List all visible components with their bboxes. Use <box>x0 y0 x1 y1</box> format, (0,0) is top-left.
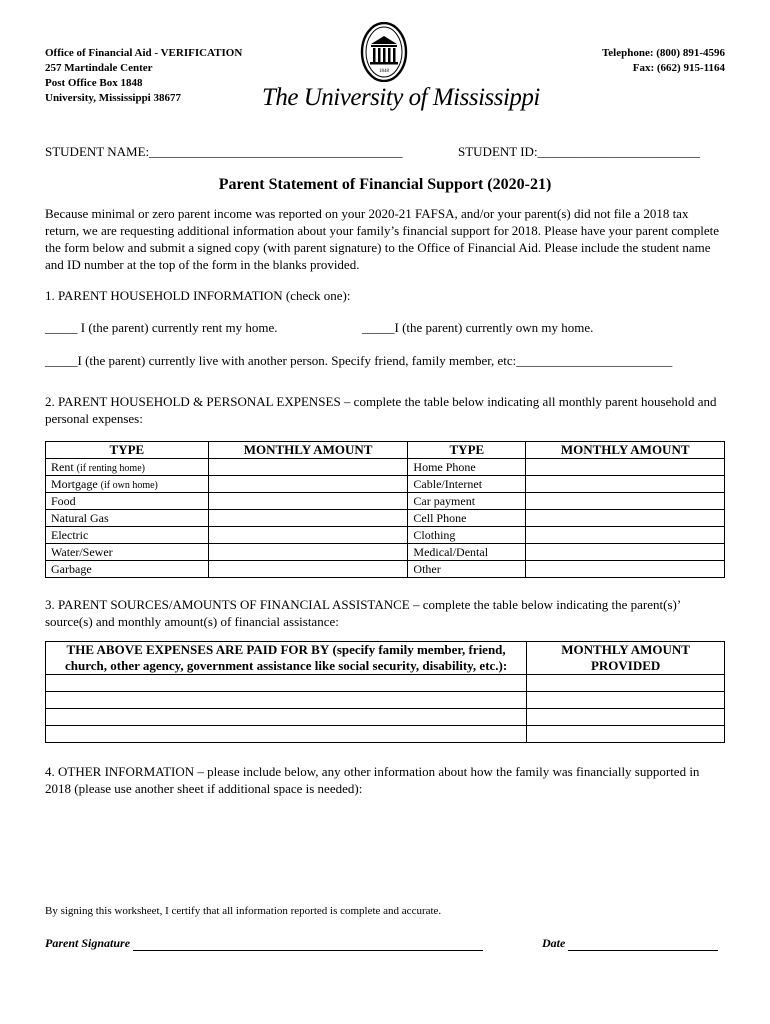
table-row <box>46 459 725 476</box>
source-cell[interactable] <box>46 709 527 726</box>
other-living-option[interactable]: _____I (the parent) currently live with another person. Specify friend, family member, etc:________________________ <box>45 353 673 368</box>
table-row <box>46 561 725 578</box>
form-title: Parent Statement of Financial Support (2020-21) <box>218 176 552 193</box>
assistance-header-row <box>46 642 725 675</box>
seal-year: 1848 <box>379 69 389 74</box>
assistance-table <box>45 641 725 743</box>
table-row <box>46 544 725 561</box>
address-line-3: University, Mississippi 38677 <box>45 92 181 104</box>
expense-type: Water/Sewer <box>46 544 209 561</box>
section-2-heading: 2. PARENT HOUSEHOLD & PERSONAL EXPENSES – complete the table below indicating all monthly parent household and personal expenses: <box>45 394 717 426</box>
amount-cell[interactable] <box>527 726 725 743</box>
monthly-amount-header: MONTHLY AMOUNT <box>526 442 725 459</box>
table-row <box>46 527 725 544</box>
rent-option[interactable]: _____ I (the parent) currently rent my home. <box>45 320 278 335</box>
amount-cell[interactable] <box>526 493 725 510</box>
section-4-heading: 4. OTHER INFORMATION – please include below, any other information about how the family was financially supported in 2018 (please use another sheet if additional space is needed): <box>45 764 700 796</box>
university-logo-text: The University of Mississippi <box>262 84 540 111</box>
amount-cell[interactable] <box>526 544 725 561</box>
expense-type: Clothing <box>408 527 526 544</box>
expense-type: Car payment <box>408 493 526 510</box>
address-line-2: Post Office Box 1848 <box>45 77 143 89</box>
type-header: TYPE <box>46 442 209 459</box>
amount-cell[interactable] <box>527 692 725 709</box>
amount-cell[interactable] <box>208 544 408 561</box>
student-name-field[interactable]: STUDENT NAME:_______________________________________ <box>45 144 403 159</box>
contact-block <box>602 46 725 76</box>
expense-type: Home Phone <box>408 459 526 476</box>
amount-cell[interactable] <box>526 510 725 527</box>
date-line[interactable] <box>568 937 718 951</box>
expense-type: Medical/Dental <box>408 544 526 561</box>
expense-type: Natural Gas <box>46 510 209 527</box>
expenses-table <box>45 441 725 578</box>
telephone: Telephone: (800) 891-4596 <box>601 47 725 59</box>
expense-type: Other <box>408 561 526 578</box>
amount-cell[interactable] <box>208 510 408 527</box>
source-cell[interactable] <box>46 692 527 709</box>
table-row <box>46 726 725 743</box>
expense-type: Electric <box>46 527 209 544</box>
amount-cell[interactable] <box>208 493 408 510</box>
expense-type: Garbage <box>46 561 209 578</box>
lyceum-seal-icon <box>360 22 408 82</box>
amount-cell[interactable] <box>526 561 725 578</box>
amount-cell[interactable] <box>208 527 408 544</box>
paid-by-header: THE ABOVE EXPENSES ARE PAID FOR BY (specify family member, friend, church, other agency, government assistance like social security, disability, etc.): <box>46 642 527 675</box>
fax: Fax: (662) 915-1164 <box>632 62 725 74</box>
section-3-heading: 3. PARENT SOURCES/AMOUNTS OF FINANCIAL ASSISTANCE – complete the table below indicating the parent(s)’ source(s) and monthly amount(s) of financial assistance: <box>45 597 681 629</box>
type-header: TYPE <box>408 442 526 459</box>
date-row <box>542 936 718 951</box>
parent-signature-line[interactable] <box>133 937 483 951</box>
office-address-block <box>45 46 242 106</box>
amount-cell[interactable] <box>526 527 725 544</box>
table-row <box>46 476 725 493</box>
amount-cell[interactable] <box>526 459 725 476</box>
expense-type: Rent (if renting home) <box>46 459 209 476</box>
expense-type: Cable/Internet <box>408 476 526 493</box>
office-name: Office of Financial Aid - VERIFICATION <box>45 47 243 59</box>
university-logo <box>262 22 540 114</box>
certification-statement: By signing this worksheet, I certify that all information reported is complete and accurate. <box>45 905 442 917</box>
amount-cell[interactable] <box>208 459 408 476</box>
source-cell[interactable] <box>46 675 527 692</box>
monthly-amount-header: MONTHLY AMOUNT <box>208 442 408 459</box>
amount-cell[interactable] <box>527 709 725 726</box>
amount-cell[interactable] <box>527 675 725 692</box>
section-1-heading: 1. PARENT HOUSEHOLD INFORMATION (check one): <box>45 288 351 303</box>
expense-type: Mortgage (if own home) <box>46 476 209 493</box>
amount-cell[interactable] <box>526 476 725 493</box>
table-row <box>46 692 725 709</box>
own-option[interactable]: _____I (the parent) currently own my home. <box>362 320 594 335</box>
table-row <box>46 709 725 726</box>
expense-type: Food <box>46 493 209 510</box>
table-row <box>46 510 725 527</box>
other-information-area[interactable] <box>45 800 725 895</box>
intro-paragraph: Because minimal or zero parent income was reported on your 2020-21 FAFSA, and/or your parent(s) did not file a 2018 tax return, we are requesting additional information about your family’s financial support for 2018. Please have your parent complete the form below and submit a signed copy (with parent signature) to the Office of Financial Aid. Please include the student name and ID number at the top of the form in the blanks provided. <box>45 206 719 272</box>
expense-type: Cell Phone <box>408 510 526 527</box>
date-label: Date <box>542 936 566 950</box>
table-row <box>46 675 725 692</box>
student-id-field[interactable]: STUDENT ID:_________________________ <box>458 144 701 159</box>
amount-cell[interactable] <box>208 476 408 493</box>
parent-signature-label: Parent Signature <box>45 936 131 950</box>
amount-cell[interactable] <box>208 561 408 578</box>
table-row <box>46 493 725 510</box>
expenses-header-row <box>46 442 725 459</box>
address-line-1: 257 Martindale Center <box>45 62 153 74</box>
source-cell[interactable] <box>46 726 527 743</box>
parent-signature-row <box>45 936 483 951</box>
monthly-amount-provided-header: MONTHLY AMOUNT PROVIDED <box>527 642 725 675</box>
